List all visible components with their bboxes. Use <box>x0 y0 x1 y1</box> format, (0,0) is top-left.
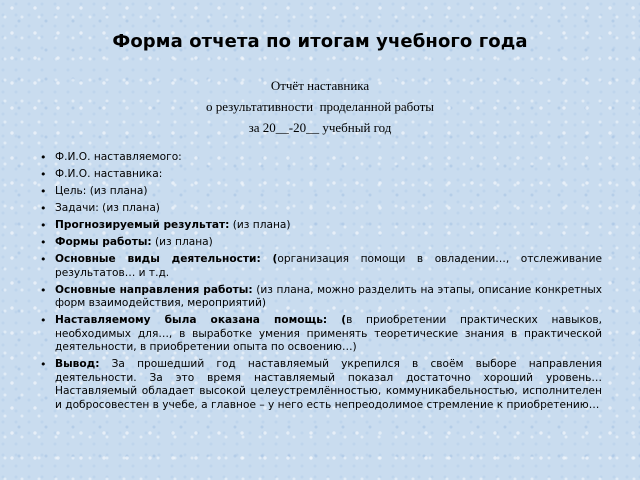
subtitle-line-1: Отчёт наставника <box>270 78 370 93</box>
bullet-icon: • <box>40 236 47 249</box>
item-text: Задачи: (из плана) <box>55 202 160 214</box>
item-text: организация помощи в овладении…, отслеживание результатов… и т.д. <box>55 253 602 279</box>
item-text: в приобретении практических навыков, необходимых для…, в выработке умения применять теоретические знания в практической деятельности, в приобретении опыта по освоению…) <box>55 314 602 353</box>
page-title: Форма отчета по итогам учебного года <box>112 31 528 52</box>
item-text: За прошедший год наставляемый укрепился в своём выборе направления деятельности. За это время наставляемый показал достаточно хороший уровень… Наставляемый обладает высокой целеустремлённостью, коммуникабельностью, исполнителен и добросовестен в учебе, а главное – у него есть непреодолимое стремление к приобретению… <box>55 358 602 411</box>
bullet-icon: • <box>40 358 47 371</box>
list-item <box>40 284 602 311</box>
item-label: Прогнозируемый результат: <box>55 219 230 231</box>
item-label: Формы работы: <box>55 236 152 248</box>
list-item <box>40 202 602 216</box>
list-item <box>40 168 602 182</box>
item-label: Вывод: <box>55 358 100 370</box>
bullet-icon: • <box>40 151 47 164</box>
bullet-icon: • <box>40 219 47 232</box>
item-text: (из плана, можно разделить на этапы, описание конкретных форм взаимодействия, мероприятий) <box>55 283 603 309</box>
item-label: Основные виды деятельности: ( <box>55 253 278 265</box>
list-item <box>40 253 602 280</box>
list-item <box>40 314 602 355</box>
list-item <box>40 219 602 233</box>
report-subtitle <box>0 75 640 138</box>
report-fields-list <box>40 151 602 416</box>
bullet-icon: • <box>40 253 47 266</box>
bullet-icon: • <box>40 283 47 297</box>
list-item <box>40 151 602 165</box>
item-text: Ф.И.О. наставляемого: <box>55 151 182 163</box>
list-item <box>40 358 602 412</box>
item-label: Наставляемому была оказана помощь: ( <box>55 314 347 326</box>
bullet-icon: • <box>40 202 47 215</box>
bullet-icon: • <box>40 185 47 198</box>
bullet-icon: • <box>40 314 47 327</box>
item-text: (из плана) <box>151 236 213 248</box>
list-item <box>40 236 602 250</box>
item-text: (из плана) <box>229 219 291 231</box>
item-text: Ф.И.О. наставника: <box>55 168 163 180</box>
item-label: Основные направления работы: <box>55 283 253 296</box>
list-item <box>40 185 602 199</box>
bullet-icon: • <box>40 168 47 181</box>
subtitle-line-3: за 20__-20__ учебный год <box>248 120 392 135</box>
subtitle-line-2: о результативности проделанной работы <box>205 99 435 114</box>
item-text: Цель: (из плана) <box>55 185 148 197</box>
